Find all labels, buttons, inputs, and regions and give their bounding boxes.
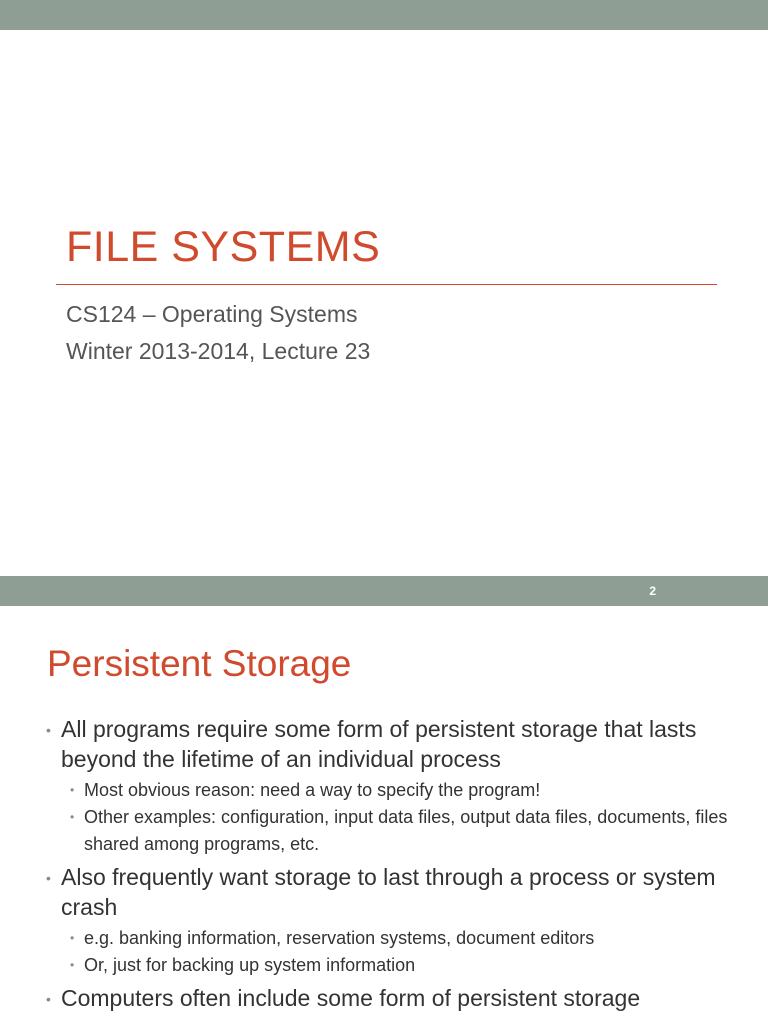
slide2-title: Persistent Storage xyxy=(47,643,352,684)
bullet-item: • All programs require some form of persistent storage that lasts beyond the lifetime of an individual process xyxy=(0,714,768,774)
slide1-subtitle-course: CS124 – Operating Systems xyxy=(66,301,358,327)
slide1-top-band xyxy=(0,0,768,30)
bullet-item: • Computers often include some form of persistent storage xyxy=(0,983,768,1013)
slide1-subtitle-term: Winter 2013-2014, Lecture 23 xyxy=(66,338,371,364)
slide2-top-band xyxy=(0,576,768,606)
bullet-item: • Also frequently want storage to last through a process or system crash xyxy=(0,862,768,922)
bullet-list xyxy=(0,714,768,1016)
sub-bullet-item: • Other examples: configuration, input data files, output data files, documents, files shared among programs, etc. xyxy=(0,804,768,858)
sub-bullet-item: • e.g. banking information, reservation systems, document editors xyxy=(0,925,768,952)
sub-bullet-list xyxy=(0,777,768,858)
sub-bullet-group xyxy=(0,777,768,858)
sub-bullet-group xyxy=(0,925,768,979)
slide-number: 2 xyxy=(649,584,656,598)
sub-bullet-item: • Or, just for backing up system information xyxy=(0,952,768,979)
sub-bullet-item: • Most obvious reason: need a way to specify the program! xyxy=(0,777,768,804)
slide1-title: FILE SYSTEMS xyxy=(66,223,381,271)
sub-bullet-list xyxy=(0,925,768,979)
title-underline xyxy=(56,284,717,285)
